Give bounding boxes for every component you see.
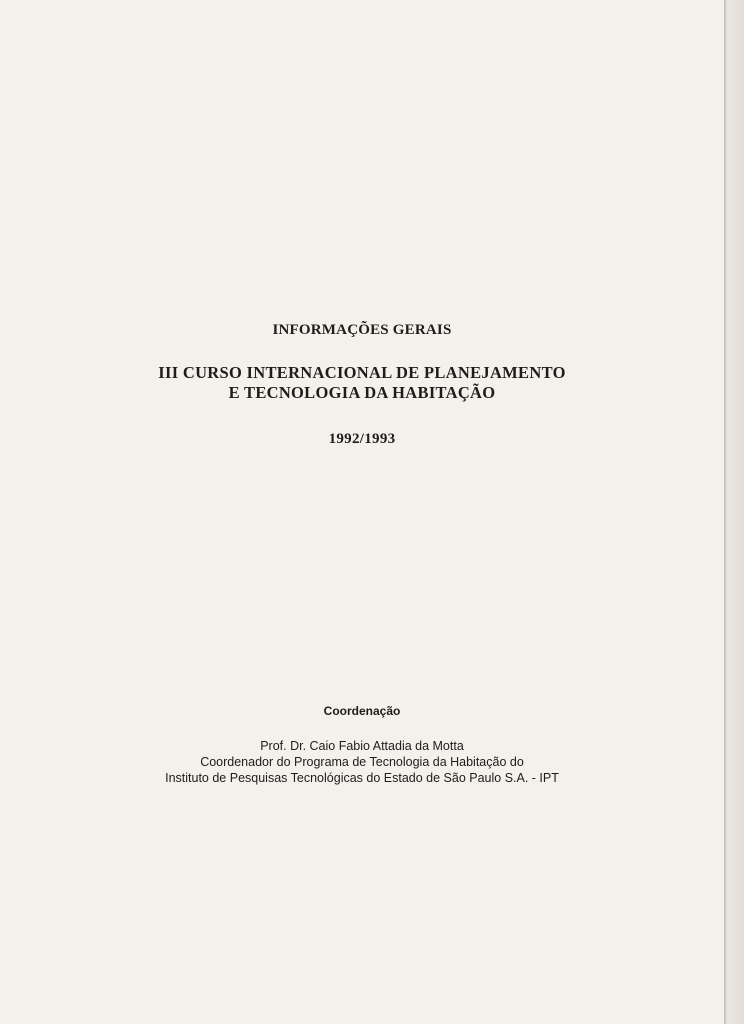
page-edge	[724, 0, 744, 1024]
document-subtitle: INFORMAÇÕES GERAIS	[272, 322, 452, 338]
title-block	[0, 322, 724, 448]
coordination-details	[0, 738, 724, 786]
document-title-line-1: III CURSO INTERNACIONAL DE PLANEJAMENTO	[158, 363, 566, 382]
coordinator-institution: Instituto de Pesquisas Tecnológicas do Estado de São Paulo S.A. - IPT	[165, 771, 559, 785]
coordinator-role: Coordenador do Programa de Tecnologia da Habitação do	[200, 755, 524, 769]
document-years: 1992/1993	[328, 431, 396, 447]
coordination-heading: Coordenação	[323, 704, 401, 718]
coordinator-name: Prof. Dr. Caio Fabio Attadia da Motta	[260, 739, 464, 753]
coordination-block	[0, 704, 724, 786]
document-title-line-2: E TECNOLOGIA DA HABITAÇÃO	[228, 383, 496, 402]
document-title	[0, 363, 724, 403]
